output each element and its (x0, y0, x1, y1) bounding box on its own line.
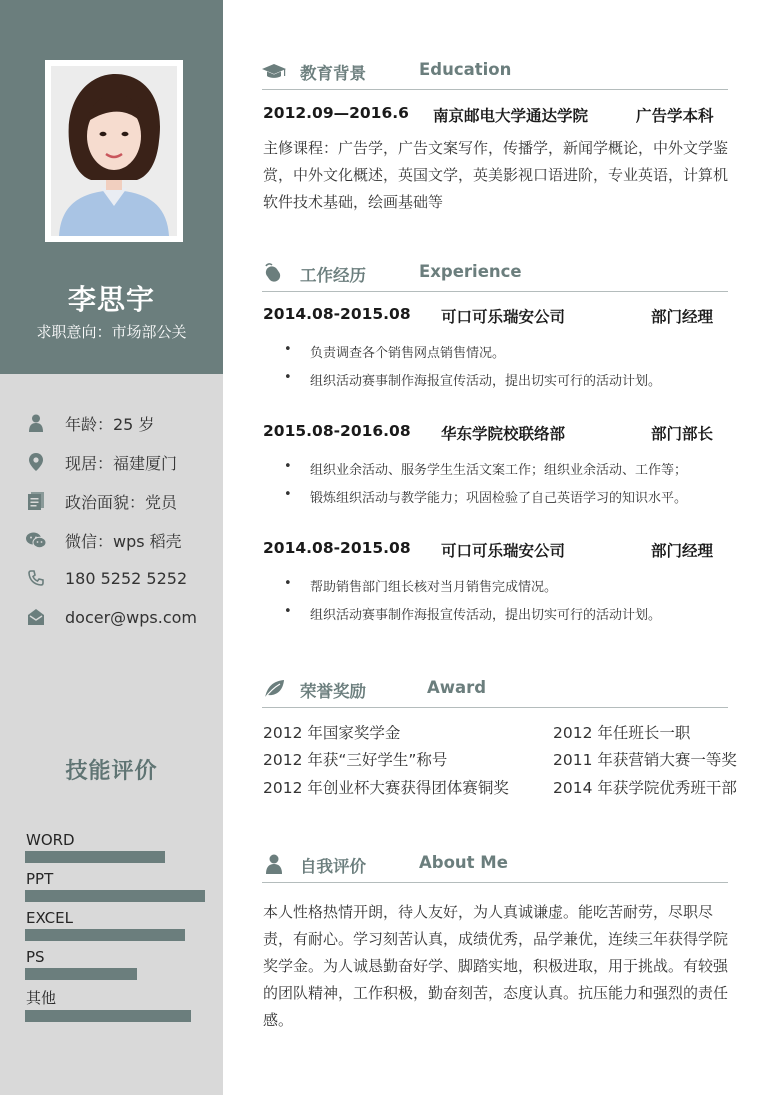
info-wechat: 微信：wps 稻壳 (65, 531, 182, 551)
award-right-2: 2011 年获营销大赛一等奖 (553, 751, 737, 769)
award-left-1: 2012 年国家奖学金 (263, 724, 401, 742)
bullet-text: 负责调查各个销售网点销售情况。 (310, 346, 506, 361)
leaf-icon (262, 678, 286, 700)
experience-section-header (262, 262, 728, 292)
mail-icon (26, 607, 46, 627)
bullet-text: 组织活动赛事制作海报宣传活动，提出切实可行的活动计划。 (310, 374, 662, 389)
job-2-role: 部门部长 (651, 425, 714, 443)
info-political-status: 政治面貌：党员 (65, 492, 178, 512)
education-school: 南京邮电大学通达学院 (433, 107, 589, 125)
award-right-3: 2014 年获学院优秀班干部 (553, 779, 737, 797)
bullet-text: 组织活动赛事制作海报宣传活动，提出切实可行的活动计划。 (310, 608, 662, 623)
job-1-period: 2014.08-2015.08 (263, 305, 411, 323)
job-1-role: 部门经理 (651, 308, 714, 326)
phone-icon (26, 568, 46, 588)
experience-title-cn: 工作经历 (300, 266, 366, 285)
info-phone: 180 5252 5252 (65, 568, 188, 588)
profile-name: 李思宇 (67, 283, 155, 316)
profile-photo-frame (45, 60, 183, 242)
skill-bar-excel (25, 929, 185, 941)
award-right-1: 2012 年任班长一职 (553, 724, 691, 742)
education-courses: 主修课程：广告学，广告文案写作，传播学，新闻学概论，中外文学鉴赏，中外文化概述，英国文学，英美影视口语进阶，专业英语，计算机软件技术基础，绘画基础等 (263, 139, 729, 211)
skill-label-ps: PS (26, 948, 45, 966)
about-section-header (262, 853, 728, 883)
bullet-text: 组织业余活动、服务学生生活文案工作；组织业余活动、工作等； (310, 463, 688, 478)
about-title-en: About Me (419, 853, 508, 872)
bullet-dot: • (284, 459, 292, 474)
info-row-email (26, 606, 197, 628)
experience-title-en: Experience (419, 262, 522, 281)
sidebar-header (0, 0, 223, 374)
skill-label-excel: EXCEL (26, 909, 73, 927)
award-title-en: Award (427, 678, 487, 697)
bullet-dot: • (284, 576, 292, 591)
job-3-company: 可口可乐瑞安公司 (441, 542, 566, 560)
bullet-dot: • (284, 604, 292, 619)
portrait-image (51, 66, 177, 236)
info-age: 年龄：25 岁 (65, 414, 155, 434)
job-2-company: 华东学院校联络部 (441, 425, 566, 443)
about-text: 本人性格热情开朗，待人友好，为人真诚谦虚。能吃苦耐劳，尽职尽责，有耐心。学习刻苦认真，成绩优秀，品学兼优，连续三年获得学院奖学金。为人诚恳勤奋好学、脚踏实地，积极进取，用于挑战。有较强的团队精神，工作积极，勤奋刻苦，态度认真。抗压能力和强烈的责任感。 (263, 903, 729, 1029)
about-title-cn: 自我评价 (300, 857, 366, 876)
education-section-header (262, 60, 728, 90)
info-email: docer@wps.com (65, 607, 197, 627)
profile-photo (51, 66, 177, 236)
bullet-text: 帮助销售部门组长核对当月销售完成情况。 (310, 580, 558, 595)
award-section-header (262, 678, 728, 708)
skill-bar-ps (25, 968, 137, 980)
skill-label-other: 其他 (26, 989, 57, 1007)
job-intent: 求职意向：市场部公关 (36, 323, 187, 341)
job-3-period: 2014.08-2015.08 (263, 539, 411, 557)
location-pin-icon (26, 452, 46, 472)
education-title-en: Education (419, 60, 512, 79)
bullet-text: 锻炼组织活动与教学能力；巩固检验了自己英语学习的知识水平。 (310, 491, 688, 506)
info-row-wechat (26, 529, 182, 551)
bullet-dot: • (284, 370, 292, 385)
skill-label-word: WORD (26, 831, 75, 849)
document-icon (26, 491, 46, 511)
skill-bar-word (25, 851, 165, 863)
wechat-icon (26, 530, 46, 550)
person-icon (26, 413, 46, 433)
education-degree: 广告学本科 (636, 107, 714, 125)
job-3-role: 部门经理 (651, 542, 714, 560)
award-title-cn: 荣誉奖励 (300, 682, 366, 701)
info-row-location (26, 451, 177, 473)
education-title-cn: 教育背景 (300, 64, 366, 83)
skill-label-ppt: PPT (26, 870, 54, 888)
info-row-age (26, 412, 154, 434)
info-row-phone (26, 567, 187, 589)
person-icon (262, 853, 286, 875)
skill-bar-other (25, 1010, 191, 1022)
info-row-political (26, 490, 177, 512)
award-left-2: 2012 年获“三好学生”称号 (263, 751, 448, 769)
job-2-period: 2015.08-2016.08 (263, 422, 411, 440)
bullet-dot: • (284, 342, 292, 357)
sidebar (0, 0, 223, 1095)
award-left-3: 2012 年创业杯大赛获得团体赛铜奖 (263, 779, 509, 797)
job-1-company: 可口可乐瑞安公司 (441, 308, 566, 326)
graduation-cap-icon (262, 60, 286, 82)
info-location: 现居：福建厦门 (65, 453, 178, 473)
skills-title: 技能评价 (65, 759, 158, 784)
bullet-dot: • (284, 487, 292, 502)
education-period: 2012.09—2016.6 (263, 104, 409, 122)
skill-bar-ppt (25, 890, 205, 902)
mouse-icon (262, 262, 286, 284)
